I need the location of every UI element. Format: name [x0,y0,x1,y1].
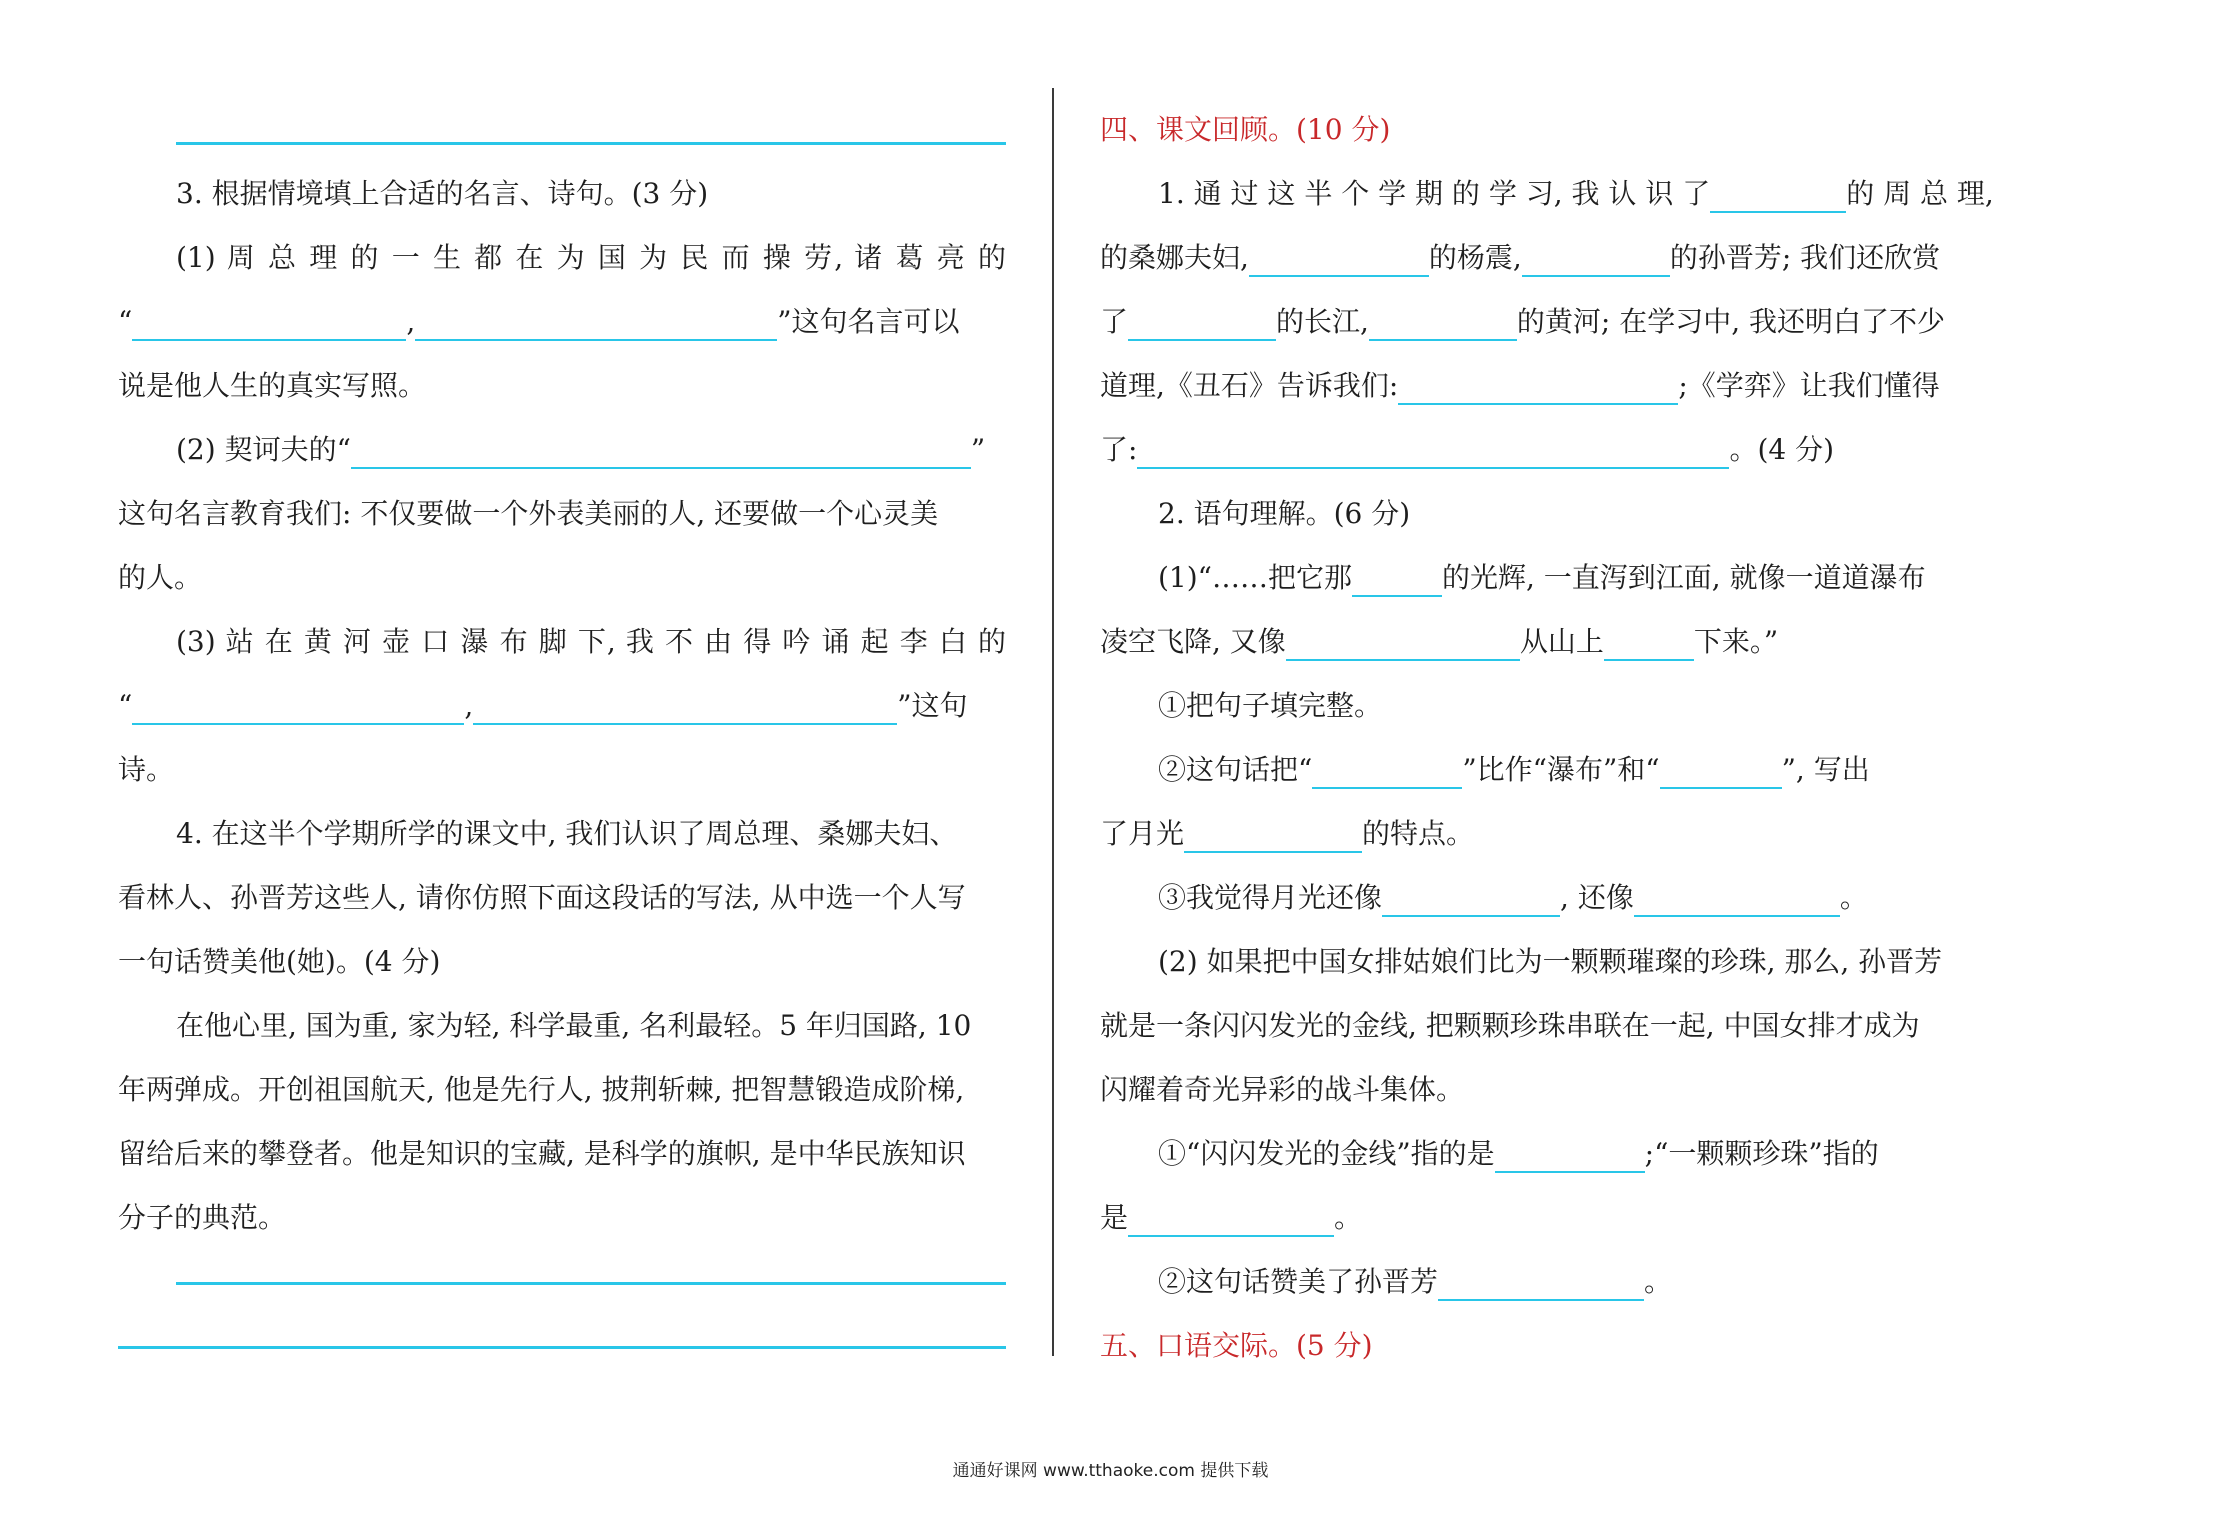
answer-line[interactable] [118,1346,1006,1349]
question-3-3-text: (3) 站 在 黄 河 壶 口 瀑 布 脚 下, 我 不 由 得 吟 诵 起 李 白 的 [176,625,1006,658]
question-4-example-2: 年两弹成。开创祖国航天, 他是先行人, 披荆斩棘, 把智慧锻造成阶梯, [118,1073,965,1106]
sub-question-5: ②这句话赞美了孙晋芳 。 [1100,1250,1986,1313]
sub-question-2-cont: 了月光 的特点。 [1100,802,1986,865]
answer-blank[interactable] [1249,239,1429,277]
answer-blank[interactable] [1352,559,1442,597]
question-4-line-2: 看林人、孙晋芳这些人, 请你仿照下面这段话的写法, 从中选一个人写 [118,881,966,914]
answer-blank[interactable] [1369,303,1517,341]
answer-blank[interactable] [1382,879,1560,917]
question-2-title: 2. 语句理解。(6 分) [1158,497,1411,530]
question-3-2-blank: (2) 契诃夫的“ ” [118,418,1006,481]
answer-blank[interactable] [1710,175,1846,213]
passage-line-2: 就是一条闪闪发光的金线, 把颗颗珍珠串联在一起, 中国女排才成为 [1100,1009,1920,1042]
sub-question-2: ②这句话把“ ”比作“瀑布”和“ ”, 写出 [1100,738,1986,801]
question-3-1-end: 说是他人生的真实写照。 [118,369,427,402]
question-3-title: 3. 根据情境填上合适的名言、诗句。(3 分) [176,177,709,210]
answer-blank[interactable] [1634,879,1840,917]
recall-line-2: 的桑娜夫妇, 的杨震, 的孙晋芳; 我们还欣赏 [1100,226,1986,289]
section-4-title: 四、课文回顾。(10 分) [1100,113,1391,146]
answer-blank[interactable] [1128,1199,1334,1237]
answer-blank[interactable] [1604,623,1694,661]
sentence-line-2: 凌空飞降, 又像 从山上 下来。” [1100,610,1986,673]
sub-question-4-cont: 是 。 [1100,1186,1986,1249]
question-4-line-1: 4. 在这半个学期所学的课文中, 我们认识了周总理、桑娜夫妇、 [176,817,958,850]
answer-line[interactable] [176,1282,1006,1285]
recall-line-3: 了 的长江, 的黄河; 在学习中, 我还明白了不少 [1100,290,1986,353]
question-3-2-end: 的人。 [118,561,203,594]
question-4-line-3: 一句话赞美他(她)。(4 分) [118,945,441,978]
sub-question-1: ①把句子填完整。 [1158,689,1383,722]
answer-blank[interactable] [132,303,406,341]
question-3-1-blanks: “ , ”这句名言可以 [118,290,1006,353]
answer-blank[interactable] [1184,815,1362,853]
answer-blank[interactable] [1660,751,1782,789]
footer-credit: 通通好课网 www.tthaoke.com 提供下载 [952,1461,1269,1481]
answer-blank[interactable] [1286,623,1520,661]
question-3-1-text: (1) 周 总 理 的 一 生 都 在 为 国 为 民 而 操 劳, 诸 葛 亮 的 [176,241,1006,274]
passage-line-1: (2) 如果把中国女排姑娘们比为一颗颗璀璨的珍珠, 那么, 孙晋芳 [1158,945,1943,978]
recall-line-1: 1. 通 过 这 半 个 学 期 的 学 习, 我 认 识 了 的 周 总 理, [1100,162,1986,225]
question-4-example-4: 分子的典范。 [118,1201,287,1234]
answer-blank[interactable] [1398,367,1678,405]
answer-blank[interactable] [351,431,971,469]
question-3-3-end: 诗。 [118,753,175,786]
answer-blank[interactable] [1438,1263,1644,1301]
sentence-line-1: (1)“……把它那 的光辉, 一直泻到江面, 就像一道道瀑布 [1100,546,1986,609]
answer-line[interactable] [176,142,1006,145]
question-4-example-3: 留给后来的攀登者。他是知识的宝藏, 是科学的旗帜, 是中华民族知识 [118,1137,966,1170]
question-3-2-text: 这句名言教育我们: 不仅要做一个外表美丽的人, 还要做一个心灵美 [118,497,939,530]
answer-blank[interactable] [1312,751,1462,789]
answer-blank[interactable] [1495,1135,1645,1173]
sub-question-4: ①“闪闪发光的金线”指的是 ;“一颗颗珍珠”指的 [1100,1122,1986,1185]
answer-blank[interactable] [415,303,777,341]
recall-line-5: 了: 。(4 分) [1100,418,1986,481]
recall-line-4: 道理,《丑石》告诉我们: ;《学弈》让我们懂得 [1100,354,1986,417]
answer-blank[interactable] [1522,239,1670,277]
question-4-example-1: 在他心里, 国为重, 家为轻, 科学最重, 名利最轻。5 年归国路, 10 [176,1009,972,1042]
question-3-3-blanks: “ , ”这句 [118,674,1006,737]
section-5-title: 五、口语交际。(5 分) [1100,1329,1373,1362]
answer-blank[interactable] [473,687,897,725]
column-divider [1052,88,1054,1356]
answer-blank[interactable] [132,687,464,725]
passage-line-3: 闪耀着奇光异彩的战斗集体。 [1100,1073,1465,1106]
answer-blank[interactable] [1137,431,1729,469]
sub-question-3: ③我觉得月光还像 , 还像 。 [1100,866,1986,929]
answer-blank[interactable] [1128,303,1276,341]
